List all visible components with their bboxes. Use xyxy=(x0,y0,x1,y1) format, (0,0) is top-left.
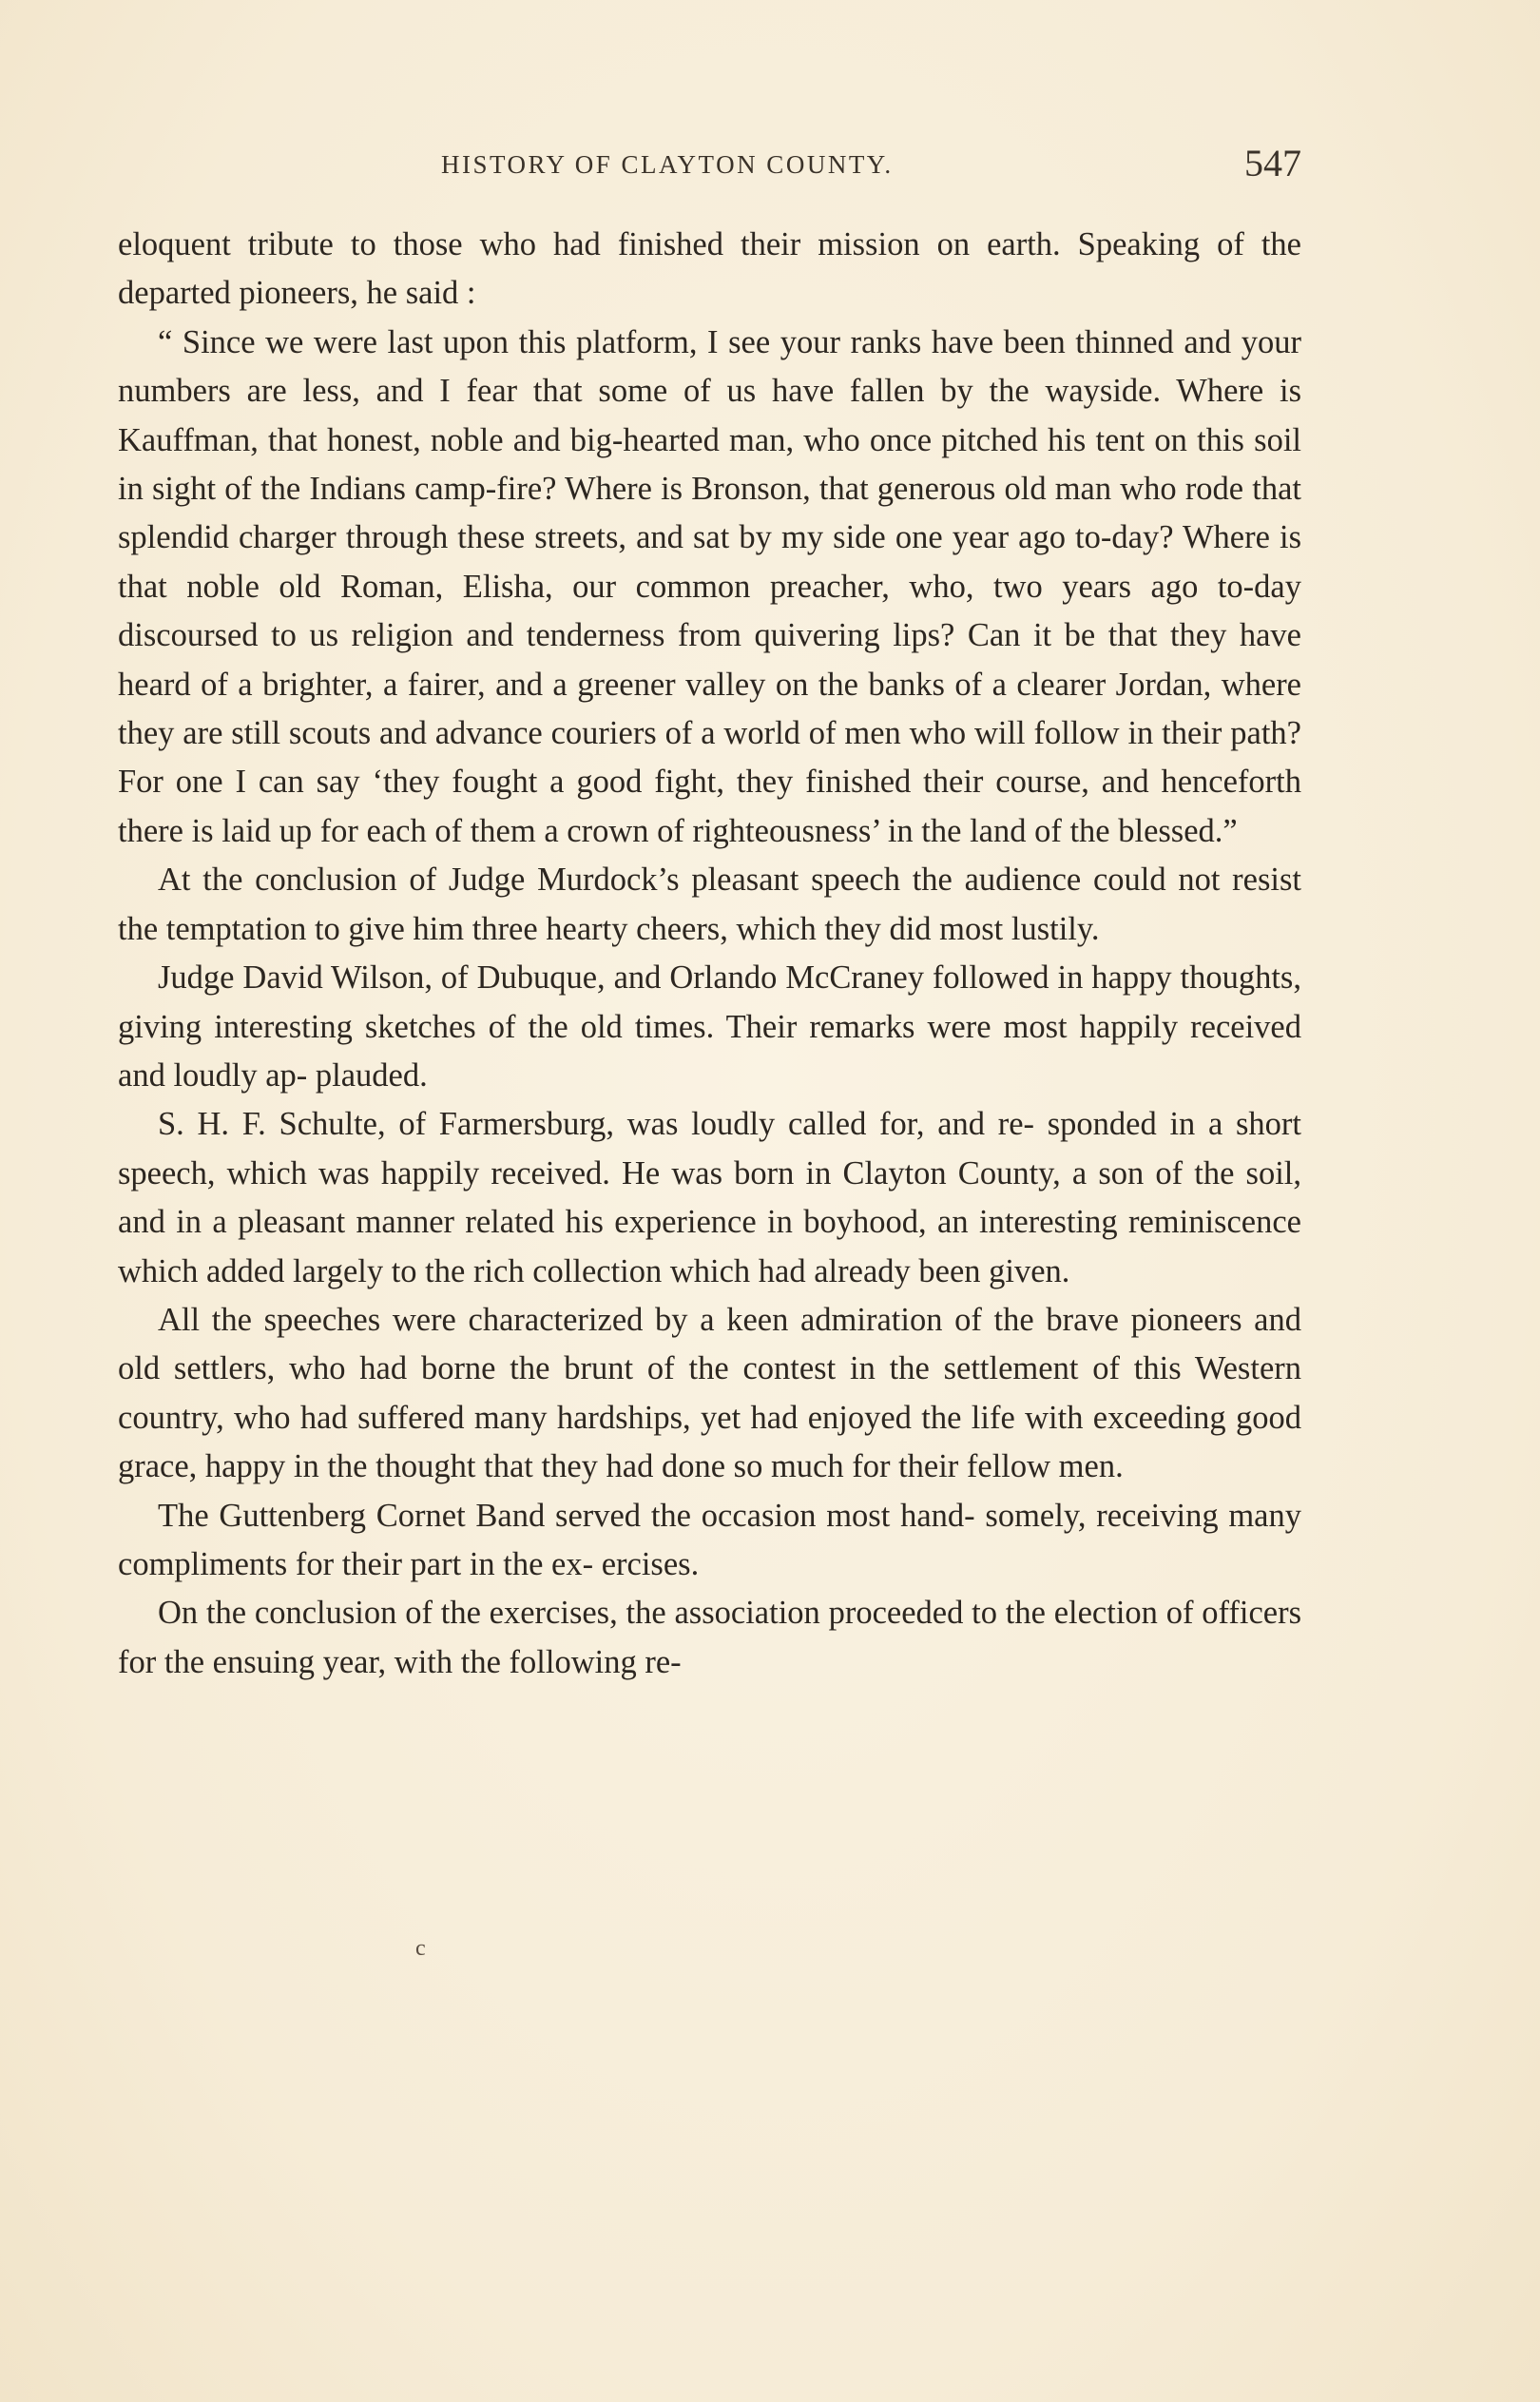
paragraph-schulte: S. H. F. Schulte, of Farmersburg, was loudly called for, and re- sponded in a short speech, which was happily received. He was born in Clayton County, a son of the soil, and in a pleasant manner related his experience in boyhood, an interesting reminiscence which added largely to the rich collection which had already been given. xyxy=(118,1106,1301,1289)
page-number: 547 xyxy=(1244,142,1301,184)
running-title: HISTORY OF CLAYTON COUNTY. xyxy=(441,150,894,179)
paragraph-band: The Guttenberg Cornet Band served the occasion most hand- somely, receiving many compliments for their part in the ex- ercises. xyxy=(118,1497,1301,1582)
paragraph-speeches: All the speeches were characterized by a keen admiration of the brave pioneers and old settlers, who had borne the brunt of the contest in the settlement of this Western country, who had suffered many hardships, yet had enjoyed the life with exceeding good grace, happy in the thought that they had done so much for their fellow men. xyxy=(118,1301,1301,1485)
paragraph-murdock: At the conclusion of Judge Murdock’s pleasant speech the audience could not resist the temptation to give him three hearty cheers, which they did most lustily. xyxy=(118,862,1301,947)
body-text xyxy=(118,221,1301,1687)
paragraph-quote: “ Since we were last upon this platform, I see your ranks have been thinned and your numbers are less, and I fear that some of us have fallen by the wayside. Where is Kauffman, that honest, noble and big-hearted man, who once pitched his tent on this soil in sight of the Indians camp-fire? Where is Bronson, that generous old man who rode that splendid charger through these streets, and sat by my side one year ago to-day? Where is that noble old Roman, Elisha, our common preacher, who, two years ago to-day discoursed to us religion and tenderness from quivering lips? Can it be that they have heard of a brighter, a fairer, and a greener valley on the banks of a clearer Jordan, where they are still scouts and advance couriers of a world of men who will follow in their path? For one I can say ‘they fought a good fight, they finished their course, and henceforth there is laid up for each of them a crown of righteousness’ in the land of the blessed.” xyxy=(118,323,1301,849)
paragraph-continuation: eloquent tribute to those who had finished their mission on earth. Speaking of the departed pioneers, he said : xyxy=(118,226,1301,312)
paragraph-election: On the conclusion of the exercises, the association proceeded to the election of officers for the ensuing year, with the following re- xyxy=(118,1595,1301,1680)
stray-print-mark: c xyxy=(415,1936,426,1961)
page-header xyxy=(118,141,1301,188)
paragraph-wilson: Judge David Wilson, of Dubuque, and Orlando McCraney followed in happy thoughts, giving interesting sketches of the old times. Their remarks were most happily received and loudly ap- plauded. xyxy=(118,959,1301,1094)
